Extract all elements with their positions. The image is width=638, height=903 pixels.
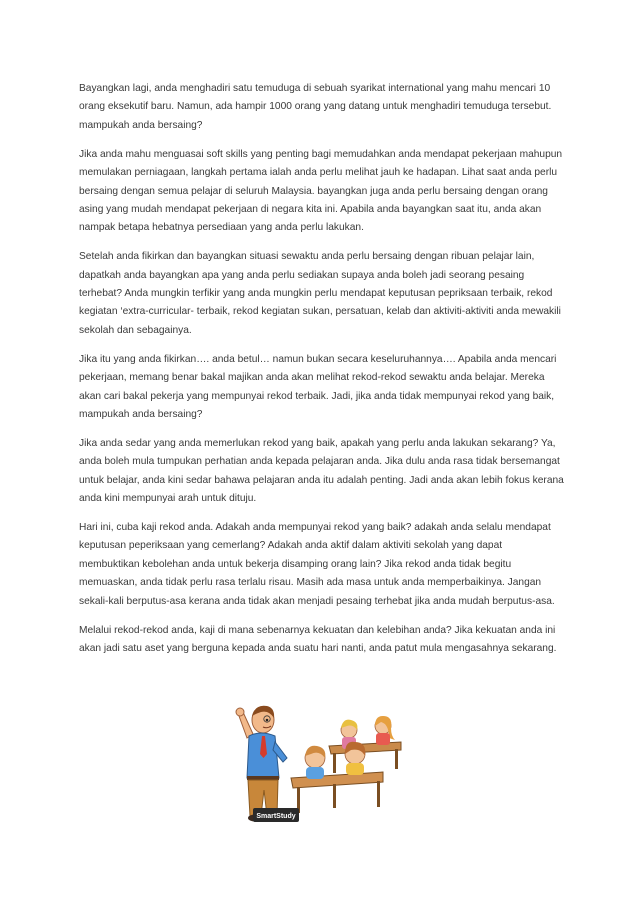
back-row-desk: [329, 742, 401, 773]
front-row-desk: [291, 772, 383, 813]
paragraph-4: Jika itu yang anda fikirkan…. anda betul… namun bukan secara keseluruhannya…. Apabila anda mencari pekerjaan, memang benar bakal majikan anda akan melihat rekod-rekod sewaktu anda belajar. Mereka akan cari bakal pekerja yang mempunyai rekod terbaik. Jadi, jika anda tidak mempunyai rekod yang baik, mampukah anda bersaing?: [79, 353, 557, 420]
paragraph-6: Hari ini, cuba kaji rekod anda. Adakah anda mempunyai rekod yang baik? adakah anda selalu mendapat keputusan peperiksaan yang cemerlang? Adakah anda aktif dalam aktiviti sekolah yang dapat membuktikan kebolehan anda untuk bekerja disamping orang lain? Jika rekod anda tidak begitu memuaskan, anda tidak perlu rasa terlalu risau. Masih ada masa untuk anda memperbaikinya. Jangan sekali-kali berputus-asa kerana anda tidak akan menjadi pesaing terhebat jika anda mudah berputus-asa.: [79, 522, 555, 607]
student-front-right: [345, 742, 365, 775]
paragraph-3: Setelah anda fikirkan dan bayangkan situasi sewaktu anda perlu bersaing dengan ribuan pelajar lain, dapatkah anda bayangkan apa yang anda perlu sediakan supaya anda boleh jadi seorang pesaing terhebat? Anda mungkin terfikir yang anda mungkin perlu mendapat keputusan pepriksaan terbaik, rekod kegiatan ‘extra-curricular- terbaik, rekod kegiatan sukan, persatuan, kelab dan aktiviti-aktiviti anda mewakili sekolah dan sebagainya.: [79, 251, 561, 336]
document-body: [79, 80, 565, 669]
student-front-left: [305, 746, 325, 779]
paragraph-1: Bayangkan lagi, anda menghadiri satu temuduga di sebuah syarikat international yang mahu mencari 10 orang eksekutif baru. Namun, ada hampir 1000 orang yang datang untuk menghadiri temuduga tersebut. mampukah anda bersaing?: [79, 83, 552, 131]
student-back-right: [375, 716, 395, 745]
smartstudy-logo: [253, 808, 299, 822]
paragraph-5: Jika anda sedar yang anda memerlukan rekod yang baik, apakah yang perlu anda lakukan sekarang? Ya, anda boleh mula tumpukan perhatian anda kepada pelajaran anda. Jika dulu anda rasa tidak bersemangat untuk belajar, anda kini sedar bahawa pelajaran anda itu adalah penting. Jadi anda akan lebih fokus kerana anda kini mempunyai arah untuk dituju.: [79, 437, 564, 505]
paragraph-7: Melalui rekod-rekod anda, kaji di mana sebenarnya kekuatan dan kelebihan anda? Jika kekuatan anda ini akan jadi satu aset yang berguna kepada anda suatu hari nanti, anda patut mula mengasahnya sekarang.: [79, 624, 557, 654]
paragraph-2: Jika anda mahu menguasai soft skills yang penting bagi memudahkan anda mendapat pekerjaan mahupun memulakan perniagaan, langkah pertama ialah anda perlu melihat jauh ke hadapan. Lihat saat anda perlu bersaing dengan semua pelajar di seluruh Malaysia. bayangkan juga anda perlu bersaing dengan orang asing yang mudah mendapat pekerjaan di negara kita ini. Apabila anda bayangkan saat itu, anda akan nampak betapa hebatnya persediaan yang anda perlu lakukan.: [79, 148, 563, 234]
classroom-teacher-students-illustration: [233, 698, 403, 826]
logo-text: SmartStudy: [256, 813, 296, 820]
teacher-figure: [236, 706, 287, 822]
classroom-illustration-svg: [233, 698, 403, 826]
